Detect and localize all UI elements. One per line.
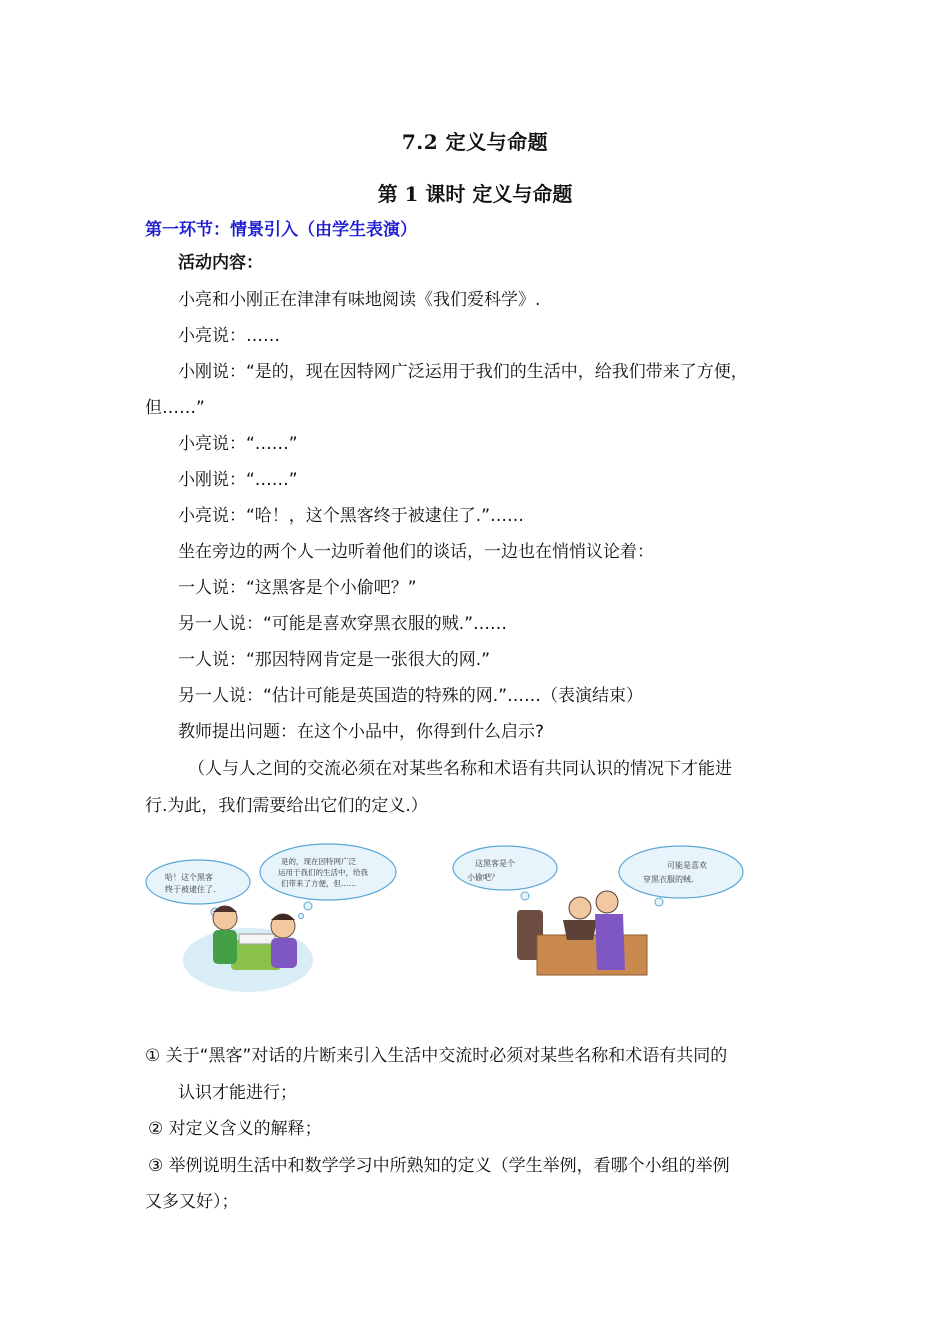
dialogue-line: 另一人说：“估计可能是英国造的特殊的网.”……（表演结束）	[178, 686, 644, 706]
bubble-text: 是的，现在因特网广泛运用于我们的生活中，给我们带来了方便，但……	[278, 857, 368, 888]
bubble-tail	[304, 902, 312, 910]
dialogue-line: 教师提出问题：在这个小品中，你得到什么启示?	[178, 722, 545, 742]
dialogue-line: 一人说：“那因特网肯定是一张很大的网.”	[178, 650, 491, 670]
man-body	[595, 914, 625, 970]
desk	[537, 935, 647, 975]
point-item: ③ 举例说明生活中和数学学习中所熟知的定义（学生举例，看哪个小组的举例	[148, 1156, 730, 1176]
lesson-subtitle: 第 1 课时 定义与命题	[377, 182, 573, 206]
dialogue-line: 小刚说：“……”	[178, 470, 298, 490]
man-body	[563, 920, 597, 940]
dialogue-line: 小亮说：……	[178, 326, 280, 346]
bubble-tail	[299, 914, 304, 919]
boy-hair	[213, 906, 237, 912]
activity-label: 活动内容：	[178, 253, 263, 273]
magazine	[239, 934, 275, 944]
point-item: 又多又好）；	[145, 1192, 239, 1212]
dialogue-line: 小刚说：“是的，现在因特网广泛运用于我们的生活中，给我们带来了方便，	[178, 362, 748, 382]
point-item: 认识才能进行；	[178, 1083, 297, 1103]
dialogue-line: 坐在旁边的两个人一边听着他们的谈话，一边也在悄悄议论着：	[178, 542, 654, 562]
dialogue-line: 小亮说：“哈！，这个黑客终于被逮住了.”……	[178, 506, 525, 526]
section-heading: 第一环节：情景引入（由学生表演）	[145, 220, 417, 240]
boy-hair	[271, 914, 295, 920]
dialogue-line: （人与人之间的交流必须在对某些名称和术语有共同认识的情况下才能进	[188, 759, 732, 779]
bubble-text: 这黑客是个小偷吧？	[467, 859, 515, 882]
dialogue-line: 小亮说：“……”	[178, 434, 298, 454]
illustration-men-desk	[445, 840, 745, 985]
bubble-tail	[521, 892, 529, 900]
man-head	[569, 897, 591, 919]
speech-bubble	[619, 846, 743, 898]
speech-bubble	[146, 860, 250, 904]
boy-body	[213, 930, 237, 964]
dialogue-line: 另一人说：“可能是喜欢穿黑衣服的贼.”……	[178, 614, 508, 634]
bubble-tail	[655, 898, 663, 906]
page-title: 7.2 定义与命题	[401, 130, 549, 154]
illustration-boys-reading	[143, 840, 403, 1000]
dialogue-line: 行.为此，我们需要给出它们的定义.）	[145, 796, 428, 816]
point-item: ② 对定义含义的解释；	[148, 1119, 322, 1139]
point-item: ① 关于“黑客”对话的片断来引入生活中交流时必须对某些名称和术语有共同的	[145, 1046, 728, 1066]
speech-bubble	[453, 846, 557, 890]
dialogue-line: 小亮和小刚正在津津有味地阅读《我们爱科学》.	[178, 290, 541, 310]
boy-body	[271, 938, 297, 968]
dialogue-line: 一人说：“这黑客是个小偷吧？”	[178, 578, 417, 598]
bubble-text: 哈！这个黑客终于被逮住了.	[165, 873, 216, 894]
man-head	[596, 891, 618, 913]
dialogue-line: 但……”	[145, 398, 205, 418]
bubble-text: 可能是喜欢穿黑衣服的贼.	[643, 861, 707, 884]
